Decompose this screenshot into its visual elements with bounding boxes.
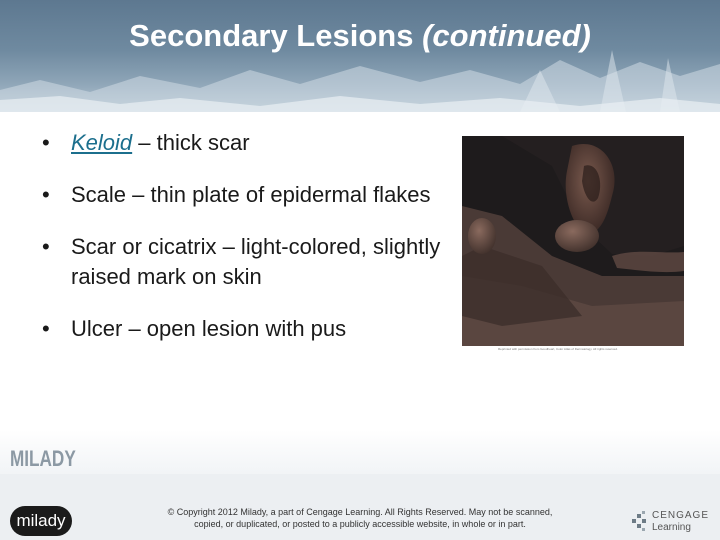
bullet-list: [42, 128, 442, 366]
slide-title-continued: (continued): [422, 18, 591, 53]
bullet-item-keloid: [42, 128, 442, 158]
bullet-dot-icon: •: [42, 182, 50, 207]
bullet-item-scale: [42, 180, 442, 210]
copyright-line: copied, or duplicated, or posted to a publicly accessible website, in whole or in part.: [194, 519, 526, 529]
milady-logo: milady: [10, 506, 72, 536]
copyright-line: © Copyright 2012 Milady, a part of Cengage Learning. All Rights Reserved. May not be scanned,: [167, 507, 553, 517]
bullet-dot-icon: •: [42, 130, 50, 155]
bullet-dot-icon: •: [42, 316, 50, 341]
photo-caption: Reprinted with permission from Goodheart, Color Atlas of Dermatology. All rights reserved.: [498, 347, 618, 351]
slide-title-main: Secondary Lesions: [129, 18, 414, 53]
slide-title: [0, 18, 720, 54]
cengage-logo: [632, 509, 716, 533]
copyright-notice: [150, 506, 570, 530]
header-texture: [0, 0, 720, 112]
learning-word: Learning: [652, 522, 691, 533]
brand-name: MILADY: [10, 446, 76, 471]
bullet-text: Scale – thin plate of epidermal flakes: [71, 182, 431, 207]
slide-header: [0, 0, 720, 112]
bullet-text: – thick scar: [132, 130, 250, 155]
bullet-text: Ulcer – open lesion with pus: [71, 316, 347, 341]
bullet-item-ulcer: [42, 314, 442, 344]
bullet-item-scar: [42, 232, 442, 292]
bullet-text: Scar or cicatrix – light-colored, slightly raised mark on skin: [71, 234, 441, 289]
keloid-link[interactable]: Keloid: [71, 130, 133, 155]
keloid-photo: [462, 136, 684, 346]
cengage-word: CENGAGE: [652, 510, 710, 521]
bullet-dot-icon: •: [42, 234, 50, 259]
cengage-mark-icon: [632, 511, 648, 531]
